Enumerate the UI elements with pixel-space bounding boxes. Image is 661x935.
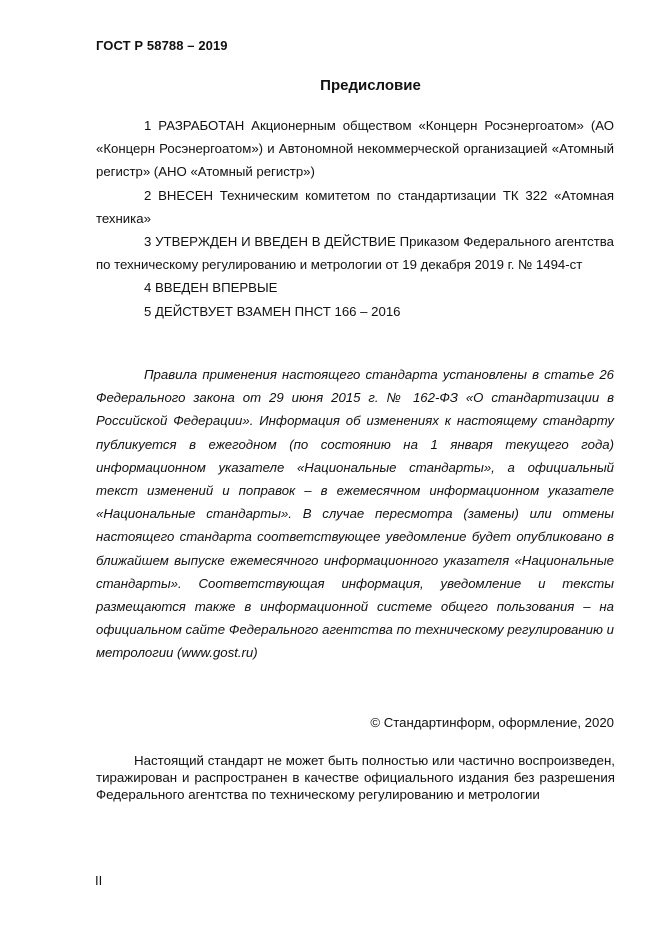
reproduction-notice: Настоящий стандарт не может быть полностью или частично воспроизведен, тиражирован и распространен в качестве официального издания без разрешения Федерального агентства по техническому регулированию и метрологии bbox=[96, 753, 615, 803]
rules-section bbox=[96, 363, 614, 665]
standard-code: ГОСТ Р 58788 – 2019 bbox=[96, 38, 228, 53]
foreword-item-2: 2 ВНЕСЕН Техническим комитетом по стандартизации ТК 322 «Атомная техника» bbox=[96, 187, 614, 226]
foreword-item-4: 4 ВВЕДЕН ВПЕРВЫЕ bbox=[144, 280, 278, 296]
page-number: II bbox=[95, 873, 103, 888]
foreword-item-5: 5 ДЕЙСТВУЕТ ВЗАМЕН ПНСТ 166 – 2016 bbox=[144, 303, 401, 319]
page-title: Предисловие bbox=[320, 77, 421, 94]
foreword-items bbox=[96, 114, 614, 323]
rules-paragraph: Правила применения настоящего стандарта установлены в статье 26 Федерального закона от 29 июня 2015 г. № 162-ФЗ «О стандартизации в Российской Федерации». Информация об изменениях к настоящему стандарту публикуется в ежегодном (по состоянию на 1 января текущего года) информационном указателе «Национальные стандарты», а официальный текст изменений и поправок – в ежемесячном информационном указателе «Национальные стандарты». В случае пересмотра (замены) или отмены настоящего стандарта соответствующее уведомление будет опубликовано в ближайшем выпуске ежемесячного информационного указателя «Национальные стандарты». Соответствующая информация, уведомление и тексты размещаются также в информационной системе общего пользования – на официальном сайте Федерального агентства по техническому регулированию и метрологии (www.gost.ru) bbox=[96, 367, 614, 661]
foreword-item-1: 1 РАЗРАБОТАН Акционерным обществом «Концерн Росэнергоатом» (АО «Концерн Росэнергоатом») и Автономной некоммерческой организацией «Атомный регистр» (АНО «Атомный регистр») bbox=[96, 118, 614, 180]
foreword-item-3: 3 УТВЕРЖДЕН И ВВЕДЕН В ДЕЙСТВИЕ Приказом Федерального агентства по техническому регулированию и метрологии от 19 декабря 2019 г. № 1494-ст bbox=[96, 234, 614, 273]
copyright-line: © Стандартинформ, оформление, 2020 bbox=[370, 715, 614, 730]
